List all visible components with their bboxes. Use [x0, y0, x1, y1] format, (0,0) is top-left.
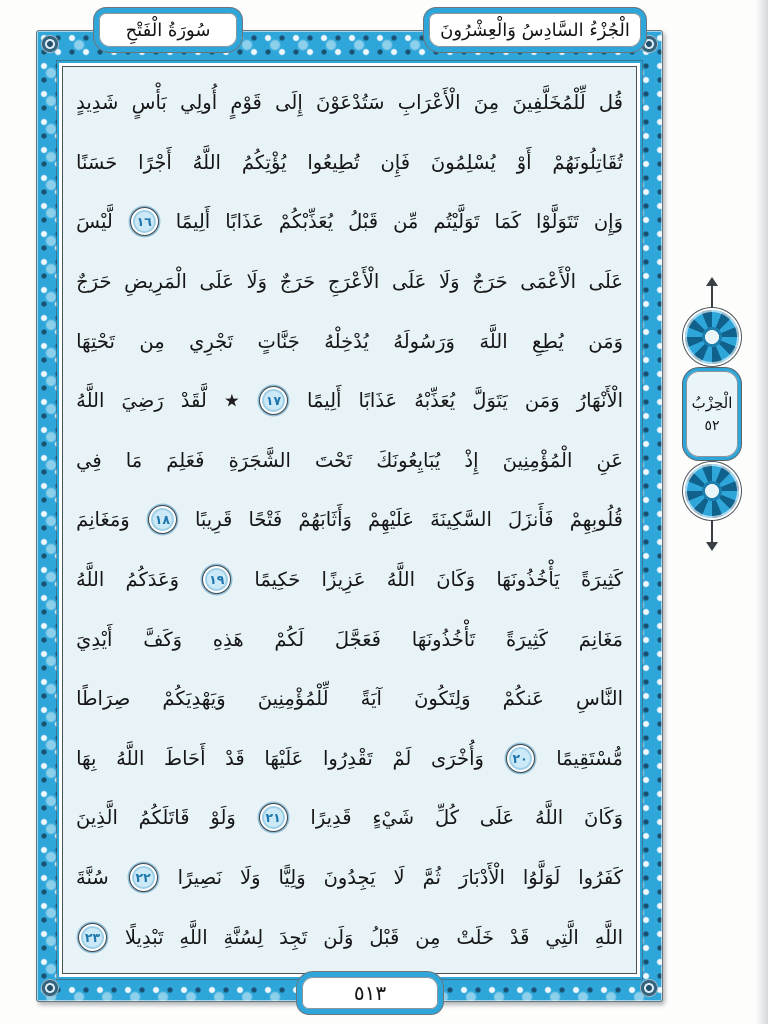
quran-word: عَلَى [479, 806, 515, 830]
quran-word: جَنَّاتٍ [257, 329, 300, 353]
quran-word: وَكَانَ [584, 806, 623, 830]
quran-word: لِّلْمُؤْمِنِينَ [257, 687, 329, 711]
quran-word: حَكِيمًا [254, 568, 301, 592]
quran-line [76, 431, 623, 491]
quran-word: الْمَرِيضِ [124, 270, 187, 294]
quran-word: يُعَذِّبْهُ [414, 389, 456, 413]
quran-word: بِهَا [76, 746, 97, 770]
quran-line [76, 609, 623, 669]
quran-word: وَأُخْرَى [431, 746, 484, 770]
quran-line [76, 73, 623, 133]
quran-word: اللَّهَ [479, 329, 508, 353]
quran-word: يُؤْتِكُمُ [241, 150, 287, 174]
quran-line [76, 848, 623, 908]
hizb-number: ٥٢ [704, 418, 720, 434]
quran-word: اللَّهِ [594, 925, 623, 949]
quran-word: فَعَلِمَ [166, 448, 205, 472]
quran-word: الَّذِينَ [76, 806, 118, 830]
ayah-end-marker: ١٦ [130, 207, 159, 236]
quran-word: مِن [415, 925, 441, 949]
quran-word: لَّيْسَ [76, 210, 113, 234]
quran-line [76, 788, 623, 848]
quran-word: لَمْ [392, 746, 412, 770]
quran-word: تَجِدَ [279, 925, 308, 949]
quran-word: كُلِّ [434, 806, 459, 830]
quran-word: الْمُؤْمِنِينَ [502, 448, 573, 472]
quran-word: فَتْحًا [248, 508, 283, 532]
quran-word: سَتُدْعَوْنَ [316, 91, 385, 115]
quran-word: سُنَّةَ [76, 866, 109, 890]
ayah-end-marker: ٢٢ [129, 863, 158, 892]
quran-word: أَحَاطَ [164, 746, 206, 770]
quran-word: يَجِدُونَ [323, 866, 376, 890]
quran-word: وَيَهْدِيَكُمْ [162, 687, 226, 711]
quran-line [76, 311, 623, 371]
quran-word: عَلَى [199, 270, 234, 294]
quran-word: عَنِ [596, 448, 623, 472]
quran-word: تَجْرِي [189, 329, 234, 353]
quran-line [76, 490, 623, 550]
rosette-ornament-icon [685, 464, 739, 518]
quran-word: لِسُنَّةِ [223, 925, 264, 949]
quran-word: الْأَعْمَى [520, 270, 576, 294]
quran-word: عَلَى [392, 270, 427, 294]
quran-word: أَيْدِيَ [76, 627, 113, 651]
quran-word: السَّكِينَةَ [430, 508, 492, 532]
quran-word: أُولِي [180, 91, 218, 115]
quran-word: اللَّهُ [192, 150, 221, 174]
corner-rosette-icon [39, 33, 61, 55]
quran-word: حَرَجٌ [472, 270, 508, 294]
quran-word: مِن [139, 329, 165, 353]
quran-word: مِّن [393, 210, 419, 234]
quran-word: تَحْتِهَا [76, 329, 115, 353]
quran-word: قَبْلُ [369, 925, 400, 949]
hizb-medallion [676, 286, 748, 542]
ayah-end-marker: ٢١ [259, 803, 288, 832]
quran-word: يُدْخِلْهُ [324, 329, 369, 353]
quran-word: وَأَثَابَهُمْ [298, 508, 352, 532]
quran-word: قَبْلُ [348, 210, 379, 234]
quran-word: فِي [76, 448, 102, 472]
quran-word: حَسَنًا [76, 150, 118, 174]
quran-word: يُبَايِعُونَكَ [376, 448, 441, 472]
juz-name-tab [424, 8, 646, 52]
quran-word: وَمَغَانِمَ [76, 508, 130, 532]
page-number-label: ٥١٣ [353, 981, 387, 1005]
quran-word: يُعَذِّبْكُمْ [278, 210, 334, 234]
quran-word: وَرَسُولَهُ [393, 329, 455, 353]
quran-word: لِّلْمُخَلَّفِينَ [512, 91, 586, 115]
quran-line [76, 252, 623, 312]
hizb-plaque [683, 368, 741, 460]
quran-word: أَلِيمًا [307, 389, 342, 413]
quran-word: تَأْخُذُونَهَا [411, 627, 476, 651]
quran-word: وَلَا [239, 866, 261, 890]
ayah-end-marker: ١٧ [259, 386, 288, 415]
quran-word: عَلَيْهِمْ [368, 508, 414, 532]
quran-word: أَلِيمًا [175, 210, 211, 234]
quran-word: الْأَدْبَارَ [458, 866, 505, 890]
quran-word: يُطِعِ [532, 329, 564, 353]
quran-word: مَا [125, 448, 143, 472]
quran-word: الْأَعْرَجِ [327, 270, 380, 294]
quran-word: اللَّهِ [179, 925, 208, 949]
finial-arrow-down-icon [711, 520, 713, 542]
quran-word: اللَّهُ [76, 568, 105, 592]
quran-lines [76, 73, 623, 967]
corner-rosette-icon [638, 977, 660, 999]
quran-word: تَوَلَّيْتُم [433, 210, 480, 234]
quran-word: عَذَابًا [358, 389, 398, 413]
quran-word: قَرِيبًا [194, 508, 233, 532]
quran-word: تُقَاتِلُونَهُمْ [552, 150, 623, 174]
quran-word: النَّاسِ [576, 687, 623, 711]
quran-word: كَفَرُوا [578, 866, 623, 890]
quran-word: شَدِيدٍ [76, 91, 119, 115]
ayah-end-marker: ٢٣ [78, 923, 107, 952]
quran-word: وَعَدَكُمُ [125, 568, 180, 592]
quran-word: شَيْءٍ [372, 806, 415, 830]
quran-word: حَرَجٌ [76, 270, 112, 294]
quran-word: الشَّجَرَةِ [228, 448, 291, 472]
quran-word: تَتَوَلَّوْا [536, 210, 579, 234]
quran-word: فَأَنزَلَ [508, 508, 554, 532]
quran-word: هَذِهِ [212, 627, 244, 651]
quran-word: قَاتَلَكُمُ [138, 806, 190, 830]
juz-name-label: الْجُزْءُ السَّادِسُ وَالْعِشْرُونَ [440, 19, 630, 41]
page-number-tab [297, 972, 443, 1014]
quran-word: تَبْدِيلًا [124, 925, 164, 949]
quran-word: وَمَن [524, 389, 560, 413]
quran-word: وَمَن [588, 329, 623, 353]
quran-line [76, 550, 623, 610]
quran-word: ثُمَّ [422, 866, 441, 890]
surah-name-tab [94, 8, 242, 52]
quran-word: لَّقَدْ [180, 389, 207, 413]
quran-word: بَأْسٍ [131, 91, 167, 115]
quran-word: تَحْتَ [315, 448, 353, 472]
quran-word: مِنَ [473, 91, 500, 115]
quran-word: مُّسْتَقِيمًا [556, 746, 623, 770]
quran-line [76, 729, 623, 789]
quran-word: قَوْمٍ [230, 91, 262, 115]
quran-word: قُلُوبِهِمْ [569, 508, 623, 532]
quran-word: لَا [393, 866, 405, 890]
quran-word: وَلَا [439, 270, 460, 294]
quran-word: يُسْلِمُونَ [430, 150, 496, 174]
quran-line [76, 907, 623, 967]
rosette-ornament-icon [685, 310, 739, 364]
quran-word: وَكَانَ [436, 568, 476, 592]
quran-word: الَّتِي [545, 925, 579, 949]
rub-el-hizb-icon [225, 394, 239, 408]
quran-word: وَإِن [593, 210, 623, 234]
page-edge-shadow [756, 0, 768, 1024]
finial-arrow-up-icon [711, 286, 713, 308]
hizb-label: الْحِزْبُ [691, 394, 733, 412]
quran-word: يَتَوَلَّ [472, 389, 508, 413]
quran-word: وَلَن [323, 925, 354, 949]
quran-word: اللَّهُ [116, 746, 145, 770]
quran-word: قُل [598, 91, 623, 115]
quran-word: كَمَا [494, 210, 522, 234]
quran-word: اللَّهُ [76, 389, 105, 413]
quran-word: نَصِيرًا [177, 866, 223, 890]
corner-rosette-icon [39, 977, 61, 999]
ayah-end-marker: ٢٠ [506, 744, 535, 773]
quran-word: حَرَجٌ [279, 270, 316, 294]
quran-word: وَلَا [246, 270, 268, 294]
quran-word: الْأَنْهَارُ [576, 389, 623, 413]
quran-word: عَزِيزًا [321, 568, 366, 592]
quran-word: قَدْ [225, 746, 245, 770]
quran-word: وَلَوْ [210, 806, 236, 830]
quran-word: عَلَى [588, 270, 623, 294]
quran-word: أَوْ [516, 150, 532, 174]
quran-line [76, 133, 623, 193]
quran-word: عَنكُمْ [502, 687, 544, 711]
quran-word: قَدْ [509, 925, 530, 949]
quran-word: تُطِيعُوا [307, 150, 360, 174]
quran-text-panel [62, 66, 637, 974]
quran-word: اللَّهُ [534, 806, 564, 830]
quran-word: رَضِيَ [121, 389, 164, 413]
quran-word: إِلَى [275, 91, 303, 115]
quran-word: فَعَجَّلَ [334, 627, 381, 651]
quran-word: لَوَلَّوُا [522, 866, 561, 890]
quran-word: وَكَفَّ [143, 627, 183, 651]
quran-word: خَلَتْ [456, 925, 495, 949]
quran-word: صِرَاطًا [76, 687, 131, 711]
quran-word: قَدِيرًا [310, 806, 352, 830]
quran-word: فَإِن [380, 150, 411, 174]
surah-name-label: سُورَةُ الْفَتْحِ [125, 19, 211, 41]
quran-word: يَأْخُذُونَهَا [496, 568, 560, 592]
quran-word: لَكُمْ [274, 627, 305, 651]
quran-word: الْأَعْرَابِ [397, 91, 461, 115]
quran-word: اللَّهُ [386, 568, 415, 592]
ayah-end-marker: ١٨ [148, 505, 177, 534]
quran-line [76, 192, 623, 252]
quran-word: عَذَابًا [225, 210, 264, 234]
quran-word: وَلِتَكُونَ [414, 687, 471, 711]
quran-word: كَثِيرَةً [580, 568, 623, 592]
quran-word: آيَةً [360, 687, 382, 711]
quran-line [76, 371, 623, 431]
quran-word: عَلَيْهَا [264, 746, 304, 770]
quran-word: وَلِيًّا [278, 866, 306, 890]
quran-word: تَقْدِرُوا [322, 746, 373, 770]
quran-word: إِذْ [464, 448, 479, 472]
quran-word: مَغَانِمَ [578, 627, 623, 651]
quran-line [76, 669, 623, 729]
quran-word: أَجْرًا [138, 150, 172, 174]
quran-word: كَثِيرَةً [505, 627, 549, 651]
ayah-end-marker: ١٩ [202, 565, 231, 594]
